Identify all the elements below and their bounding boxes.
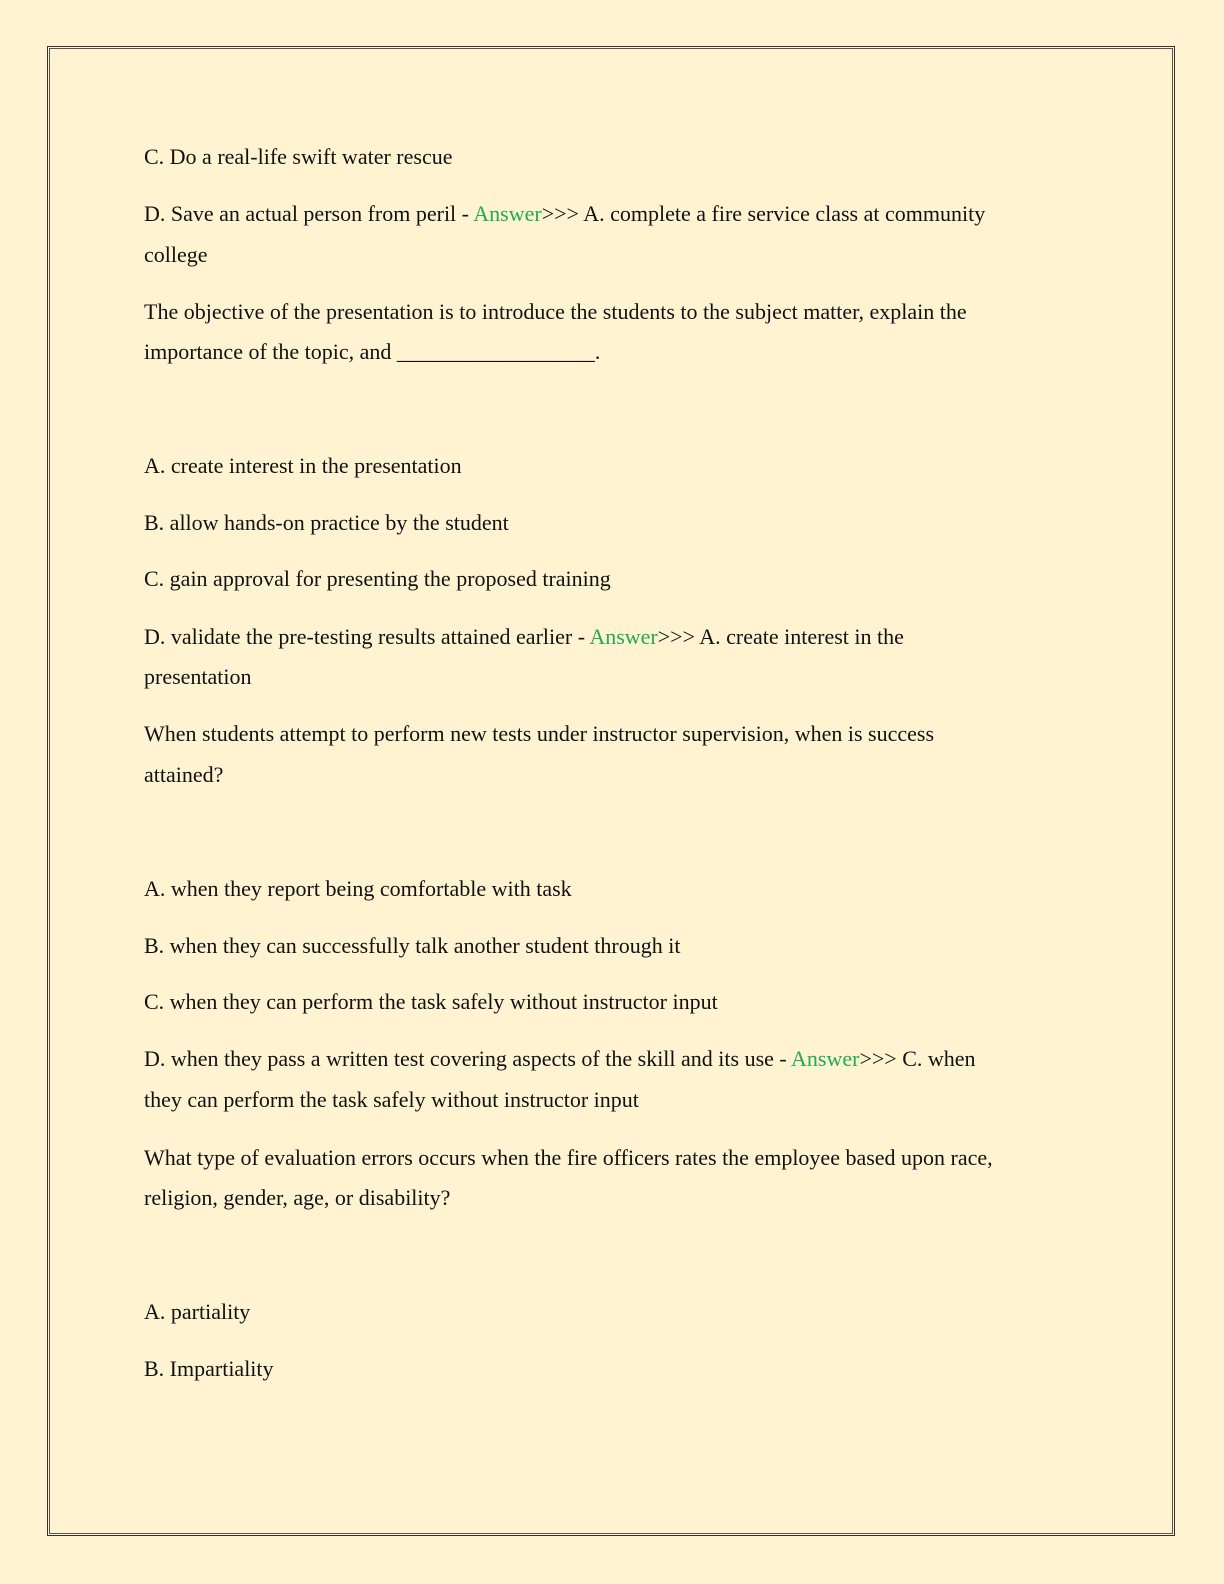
answer-label: Answer — [473, 201, 542, 226]
question-text-line: religion, gender, age, or disability? — [144, 1185, 451, 1210]
option-text-line: A. partiality — [144, 1299, 251, 1324]
option-text-line: C. Do a real-life swift water rescue — [144, 144, 453, 169]
question-text-line: attained? — [144, 762, 224, 787]
question-text-line: When students attempt to perform new tests under instructor supervision, when is success — [144, 721, 935, 746]
option-text: D. validate the pre-testing results attained earlier - — [144, 624, 590, 649]
option-text-line: C. when they can perform the task safely without instructor input — [144, 989, 718, 1014]
option-answer-line: college — [144, 242, 208, 267]
question-text-line: importance of the topic, and __________________. — [144, 339, 601, 364]
option-answer-line: presentation — [144, 664, 252, 689]
question-text-line: What type of evaluation errors occurs when the fire officers rates the employee based upon race, — [144, 1145, 993, 1170]
option-text: D. when they pass a written test covering aspects of the skill and its use - — [144, 1046, 792, 1071]
option-text-line: A. create interest in the presentation — [144, 453, 462, 478]
answer-text: >>> A. complete a fire service class at community — [541, 201, 986, 226]
option-text-line: B. when they can successfully talk another student through it — [144, 933, 681, 958]
option-answer-line — [144, 624, 904, 650]
option-text-line: B. allow hands-on practice by the student — [144, 510, 509, 535]
option-text-line: C. gain approval for presenting the proposed training — [144, 566, 611, 591]
option-text: D. Save an actual person from peril - — [144, 201, 474, 226]
option-text-line: A. when they report being comfortable with task — [144, 876, 572, 901]
option-answer-line — [144, 1046, 976, 1072]
option-answer-line — [144, 201, 985, 227]
answer-text: >>> C. when — [859, 1046, 976, 1071]
option-answer-line: they can perform the task safely without instructor input — [144, 1087, 639, 1112]
answer-label: Answer — [791, 1046, 860, 1071]
answer-label: Answer — [589, 624, 658, 649]
question-text-line: The objective of the presentation is to introduce the students to the subject matter, explain the — [144, 299, 967, 324]
option-text-line: B. Impartiality — [144, 1356, 274, 1381]
answer-text: >>> A. create interest in the — [657, 624, 904, 649]
